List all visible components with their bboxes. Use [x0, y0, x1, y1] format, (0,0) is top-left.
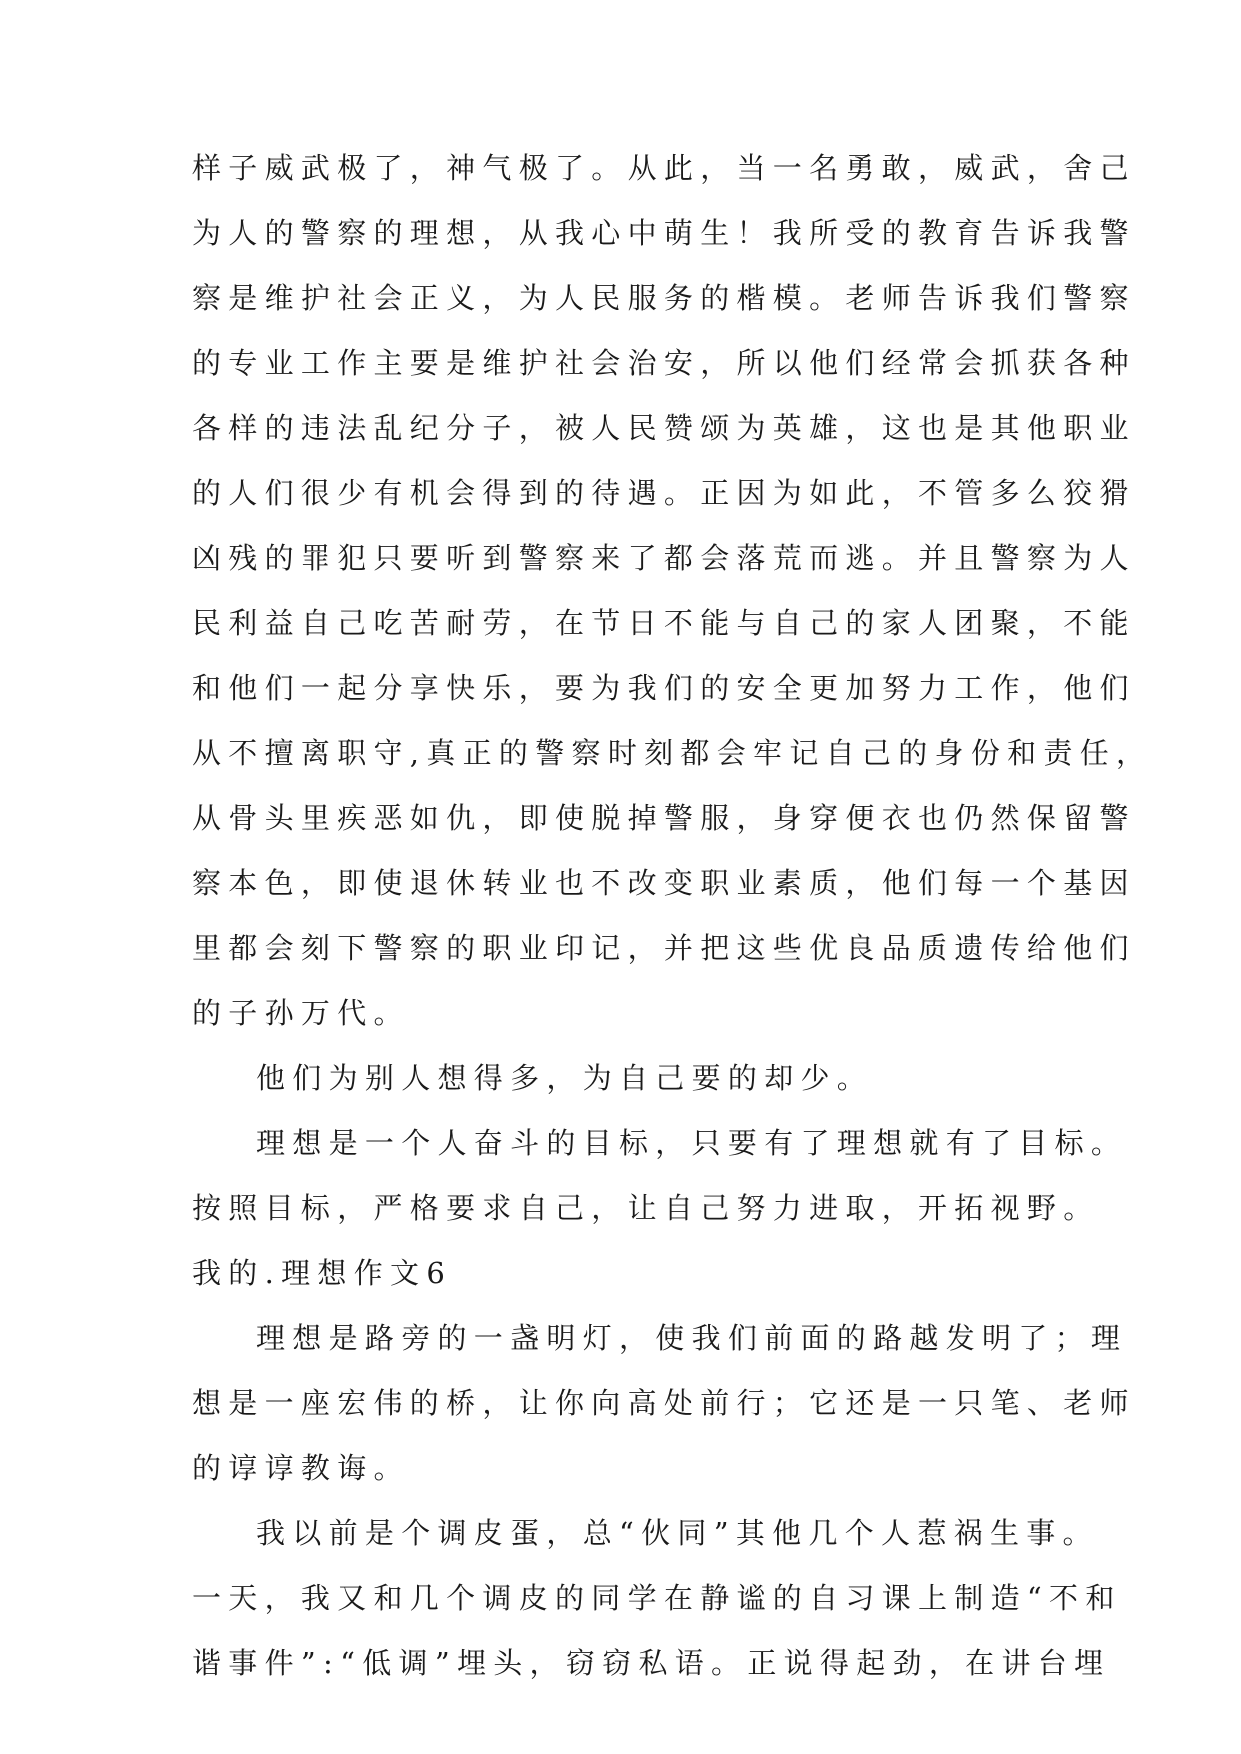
text-line: 凶残的罪犯只要听到警察来了都会落荒而逃。并且警察为人	[192, 541, 1136, 575]
text-line: 的子孙万代。	[192, 996, 410, 1030]
paragraph-first-line: 他们为别人想得多，为自己要的却少。	[256, 1061, 874, 1095]
text-line: 谐事件”:“低调”埋头，窃窃私语。正说得起劲，在讲台埋	[192, 1646, 1111, 1680]
text-line: 民利益自己吃苦耐劳，在节日不能与自己的家人团聚，不能	[192, 606, 1136, 640]
text-line: 从骨头里疾恶如仇，即使脱掉警服，身穿便衣也仍然保留警	[192, 801, 1136, 835]
paragraph-first-line: 理想是路旁的一盏明灯，使我们前面的路越发明了；理	[256, 1321, 1128, 1355]
section-heading: 我的.理想作文6	[192, 1256, 453, 1290]
text-line: 和他们一起分享快乐，要为我们的安全更加努力工作，他们	[192, 671, 1136, 705]
paragraph-first-line: 理想是一个人奋斗的目标，只要有了理想就有了目标。	[256, 1126, 1128, 1160]
text-line: 为人的警察的理想，从我心中萌生！我所受的教育告诉我警	[192, 216, 1136, 250]
paragraph-first-line: 我以前是个调皮蛋，总“伙同”其他几个人惹祸生事。	[256, 1516, 1099, 1550]
text-line: 想是一座宏伟的桥，让你向高处前行；它还是一只笔、老师	[192, 1386, 1136, 1420]
text-line: 从不擅离职守,真正的警察时刻都会牢记自己的身份和责任，	[192, 736, 1153, 770]
text-line: 样子威武极了，神气极了。从此，当一名勇敢，威武，舍己	[192, 151, 1136, 185]
text-line: 察是维护社会正义，为人民服务的楷模。老师告诉我们警察	[192, 281, 1136, 315]
text-line: 的谆谆教诲。	[192, 1451, 410, 1485]
text-line: 的专业工作主要是维护社会治安，所以他们经常会抓获各种	[192, 346, 1136, 380]
text-line: 一天，我又和几个调皮的同学在静谧的自习课上制造“不和	[192, 1581, 1122, 1615]
text-line: 按照目标，严格要求自己，让自己努力进取，开拓视野。	[192, 1191, 1100, 1225]
text-line: 里都会刻下警察的职业印记，并把这些优良品质遗传给他们	[192, 931, 1136, 965]
text-line: 察本色，即使退休转业也不改变职业素质，他们每一个基因	[192, 866, 1136, 900]
text-line: 各样的违法乱纪分子，被人民赞颂为英雄，这也是其他职业	[192, 411, 1136, 445]
text-line: 的人们很少有机会得到的待遇。正因为如此，不管多么狡猾	[192, 476, 1136, 510]
